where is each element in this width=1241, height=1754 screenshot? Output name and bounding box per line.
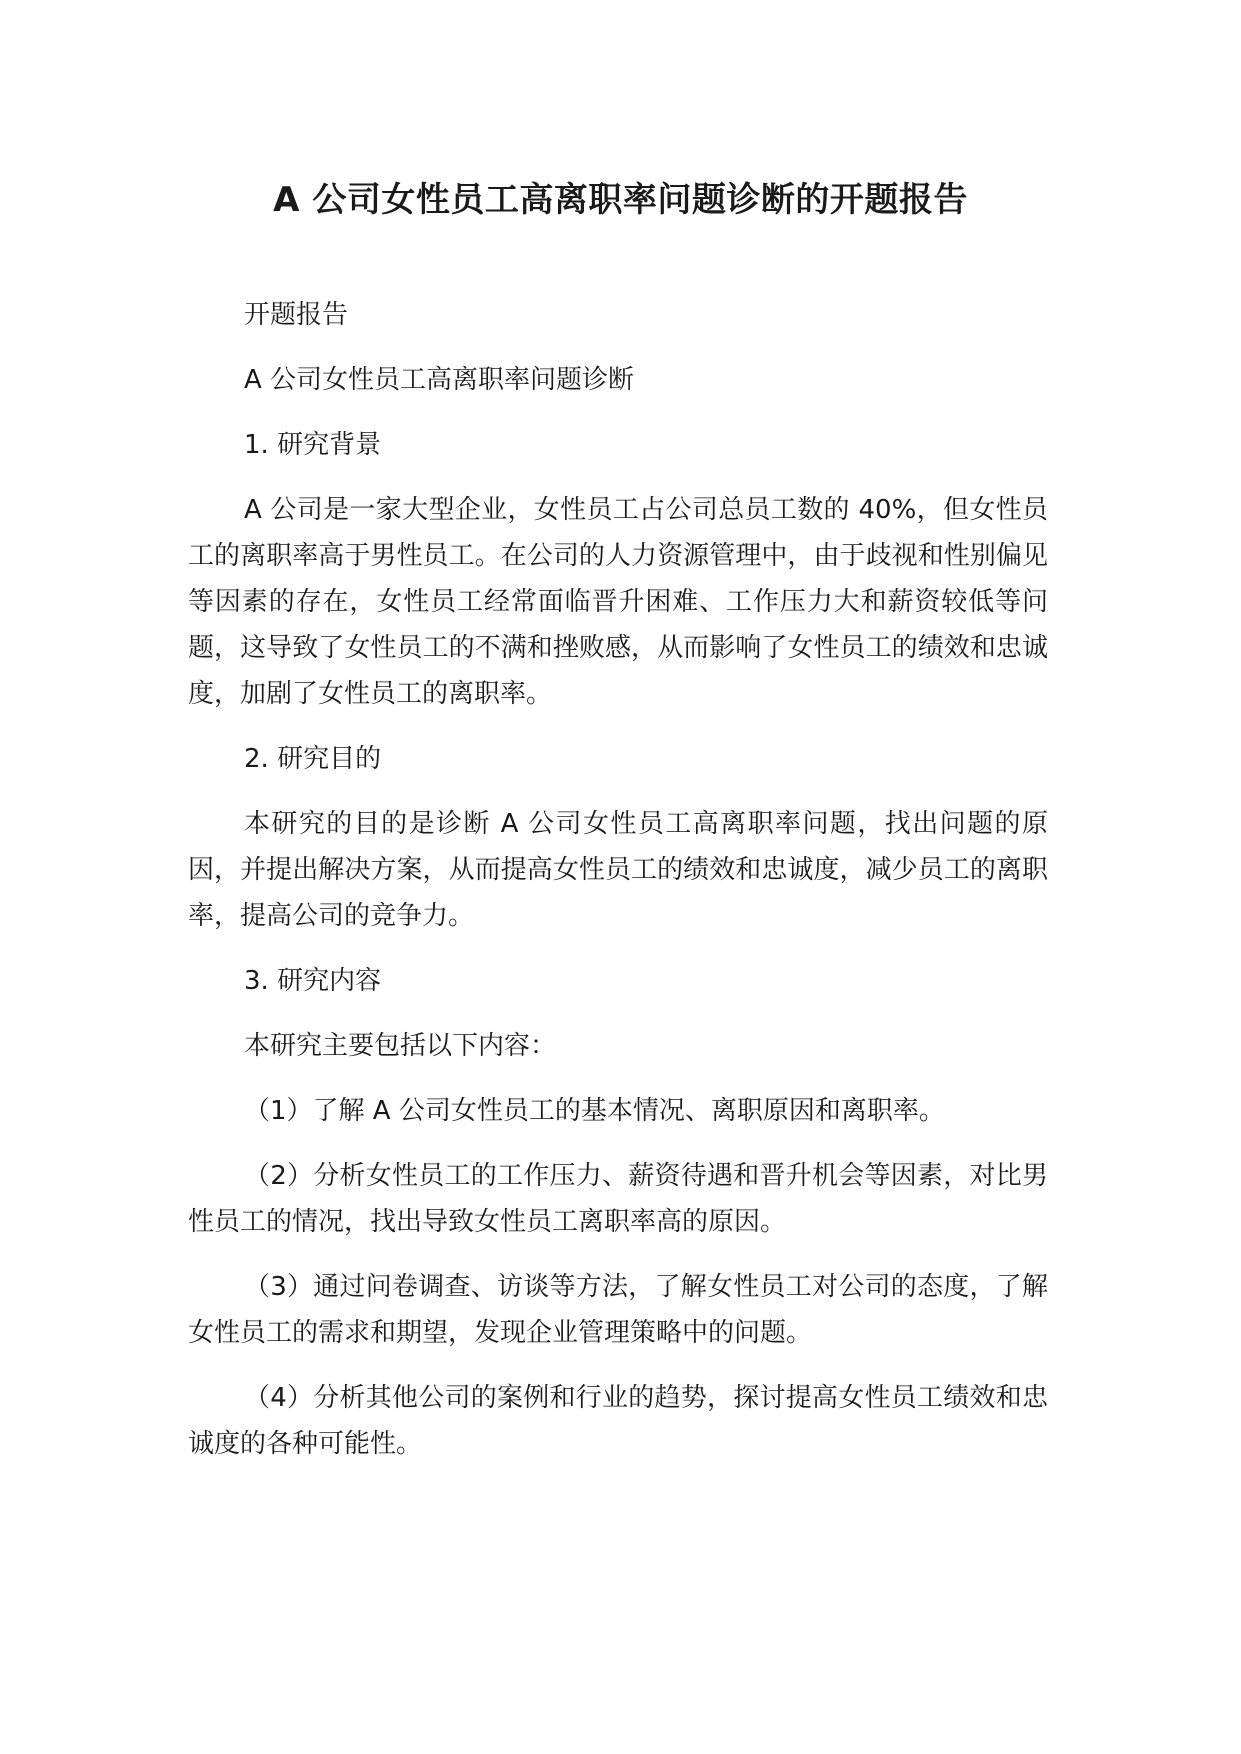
paragraph-research-purpose: 本研究的目的是诊断 A 公司女性员工高离职率问题，找出问题的原因，并提出解决方案，从而提高女性员工的绩效和忠诚度，减少员工的离职率，提高公司的竞争力。 [188, 809, 1048, 931]
paragraph-content-intro: 本研究主要包括以下内容： [244, 1031, 557, 1061]
list-item-3: （3）通过问卷调查、访谈等方法，了解女性员工对公司的态度，了解女性员工的需求和期望，发现企业管理策略中的问题。 [188, 1272, 1048, 1348]
list-item-1: （1）了解 A 公司女性员工的基本情况、离职原因和离职率。 [244, 1096, 945, 1126]
paragraph-subject: A 公司女性员工高离职率问题诊断 [244, 365, 635, 395]
list-item-4: （4）分析其他公司的案例和行业的趋势，探讨提高女性员工绩效和忠诚度的各种可能性。 [188, 1383, 1048, 1459]
heading-research-purpose: 2. 研究目的 [244, 744, 382, 774]
document-body [188, 292, 1048, 1486]
paragraph-report-label: 开题报告 [244, 300, 349, 330]
heading-research-content: 3. 研究内容 [244, 966, 382, 996]
paragraph-research-background: A 公司是一家大型企业，女性员工占公司总员工数的 40%，但女性员工的离职率高于男性员工。在公司的人力资源管理中，由于歧视和性别偏见等因素的存在，女性员工经常面临晋升困难、工作压力大和薪资较低等问题，这导致了女性员工的不满和挫败感，从而影响了女性员工的绩效和忠诚度，加剧了女性员工的离职率。 [188, 495, 1048, 709]
heading-research-background: 1. 研究背景 [244, 430, 382, 460]
list-item-2: （2）分析女性员工的工作压力、薪资待遇和晋升机会等因素，对比男性员工的情况，找出导致女性员工离职率高的原因。 [188, 1161, 1048, 1237]
document-title: A 公司女性员工高离职率问题诊断的开题报告 [273, 180, 968, 220]
